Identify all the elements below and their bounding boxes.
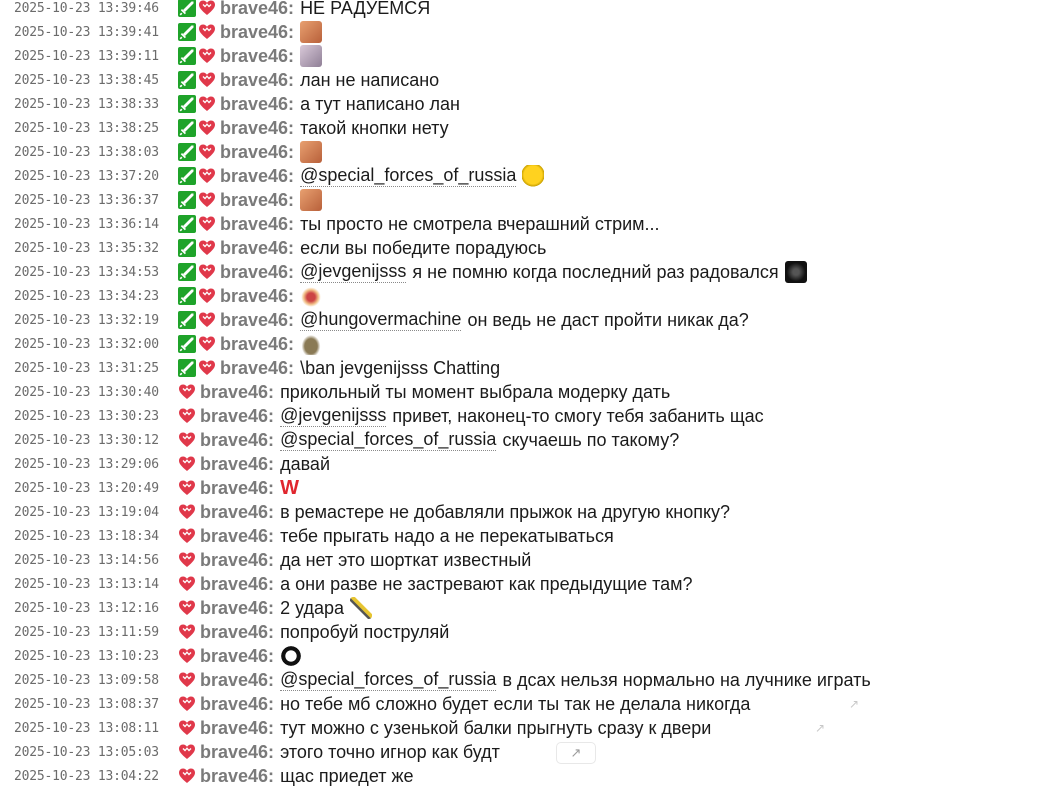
heart-badge-icon [178, 527, 196, 545]
message-body [300, 70, 439, 91]
dark-face-emote[interactable] [785, 261, 807, 283]
screaming-emote[interactable] [300, 285, 322, 307]
username[interactable]: brave46: [200, 453, 275, 474]
message-body [280, 622, 449, 643]
chat-message-row [0, 164, 1064, 188]
moderator-sword-icon [178, 167, 196, 185]
message-timestamp: 2025-10-23 13:32:19 [14, 312, 159, 328]
chat-message-row [0, 212, 1064, 236]
message-body [280, 429, 679, 451]
username[interactable]: brave46: [220, 93, 295, 114]
user-badges [178, 215, 216, 233]
chat-message-row [0, 260, 1064, 284]
chat-message-row [0, 524, 1064, 548]
message-body [300, 214, 659, 235]
user-badges [178, 503, 196, 521]
heart-badge-icon [178, 647, 196, 665]
message-text: а они разве не застревают как предыдущие там? [280, 573, 693, 594]
username[interactable]: brave46: [200, 549, 275, 570]
chat-message-row [0, 644, 1064, 668]
user-badges [178, 479, 196, 497]
user-badges [178, 47, 216, 65]
chat-message-row [0, 44, 1064, 68]
heart-badge-icon [178, 551, 196, 569]
heart-badge-icon [198, 119, 216, 137]
message-body [300, 21, 322, 43]
message-text: тебе прыгать надо а не перекатываться [280, 525, 614, 546]
heart-badge-icon [198, 239, 216, 257]
message-body [300, 285, 322, 307]
user-mention[interactable]: @special_forces_of_russia [280, 429, 497, 449]
external-link-icon: ↗ [570, 745, 582, 760]
message-text: да нет это шорткат известный [280, 549, 532, 570]
message-body [300, 309, 749, 331]
user-mention[interactable]: @hungovermachine [300, 309, 462, 329]
username[interactable]: brave46: [200, 381, 275, 402]
chat-message-row [0, 116, 1064, 140]
message-body [280, 742, 500, 763]
chat-message-row [0, 332, 1064, 356]
message-body [300, 141, 322, 163]
message-body [280, 694, 750, 715]
username[interactable]: brave46: [220, 333, 295, 354]
user-badges [178, 383, 196, 401]
message-body [280, 597, 372, 619]
chat-message-row [0, 380, 1064, 404]
chat-message-row [0, 476, 1064, 500]
username[interactable]: brave46: [200, 429, 275, 450]
heart-badge-icon [198, 263, 216, 281]
message-timestamp: 2025-10-23 13:30:23 [14, 408, 159, 424]
username[interactable]: brave46: [200, 717, 275, 738]
message-timestamp: 2025-10-23 13:34:23 [14, 288, 159, 304]
message-text: 2 удара [280, 597, 345, 618]
message-body [280, 454, 330, 475]
user-badges [178, 95, 216, 113]
yellow-blob-emote[interactable] [522, 165, 544, 187]
chat-message-row [0, 452, 1064, 476]
heart-badge-icon [198, 287, 216, 305]
moderator-sword-icon [178, 47, 196, 65]
user-badges [178, 239, 216, 257]
heart-badge-icon [178, 599, 196, 617]
red-w-emote[interactable]: W [280, 477, 299, 499]
message-body [300, 238, 546, 259]
heart-badge-icon [198, 215, 216, 233]
heart-badge-icon [198, 359, 216, 377]
message-body [300, 94, 460, 115]
message-text: скучаешь по такому? [502, 429, 680, 450]
message-body [300, 333, 322, 355]
message-body [300, 0, 430, 19]
turtle-emote[interactable] [300, 333, 322, 355]
message-text: попробуй поструляй [280, 621, 450, 642]
message-timestamp: 2025-10-23 13:39:41 [14, 24, 159, 40]
external-link-icon[interactable]: ↗ [815, 721, 826, 735]
sword-emote[interactable] [350, 597, 372, 619]
heart-badge-icon [178, 479, 196, 497]
heart-badge-icon [178, 743, 196, 761]
message-text: лан не написано [300, 69, 440, 90]
message-text: этого точно игнор как будт [280, 741, 500, 762]
chat-message-row [0, 68, 1064, 92]
user-badges [178, 743, 196, 761]
message-body [280, 478, 299, 498]
user-mention[interactable]: @jevgenijsss [280, 405, 387, 425]
user-badges [178, 647, 196, 665]
message-body [300, 45, 322, 67]
user-badges [178, 431, 196, 449]
chat-message-row [0, 236, 1064, 260]
heart-badge-icon [178, 455, 196, 473]
user-badges [178, 767, 196, 785]
username[interactable]: brave46: [220, 21, 295, 42]
user-badges [178, 455, 196, 473]
user-badges [178, 311, 216, 329]
message-timestamp: 2025-10-23 13:30:40 [14, 384, 159, 400]
forsen-face-emote[interactable] [300, 189, 322, 211]
external-link-icon[interactable]: ↗ [849, 697, 860, 711]
message-timestamp: 2025-10-23 13:10:23 [14, 648, 159, 664]
message-timestamp: 2025-10-23 13:14:56 [14, 552, 159, 568]
message-timestamp: 2025-10-23 13:09:58 [14, 672, 159, 688]
message-text: привет, наконец-то смогу тебя забанить щас [392, 405, 764, 426]
user-badges [178, 287, 216, 305]
message-timestamp: 2025-10-23 13:12:16 [14, 600, 159, 616]
message-timestamp: 2025-10-23 13:19:04 [14, 504, 159, 520]
message-body [280, 574, 692, 595]
username[interactable]: brave46: [220, 45, 295, 66]
message-timestamp: 2025-10-23 13:20:49 [14, 480, 159, 496]
message-text: давай [280, 453, 331, 474]
chat-message-row [0, 356, 1064, 380]
moderator-sword-icon [178, 311, 196, 329]
message-timestamp: 2025-10-23 13:04:22 [14, 768, 159, 784]
user-badges [178, 143, 216, 161]
message-timestamp: 2025-10-23 13:08:37 [14, 696, 159, 712]
username[interactable]: brave46: [220, 69, 295, 90]
username[interactable]: brave46: [220, 309, 295, 330]
message-timestamp: 2025-10-23 13:36:14 [14, 216, 159, 232]
message-body [300, 189, 322, 211]
heart-badge-icon [198, 71, 216, 89]
message-body [280, 405, 764, 427]
message-text: такой кнопки нету [300, 117, 449, 138]
moderator-sword-icon [178, 263, 196, 281]
message-timestamp: 2025-10-23 13:38:03 [14, 144, 159, 160]
username[interactable]: brave46: [220, 213, 295, 234]
moderator-sword-icon [178, 119, 196, 137]
chat-message-row [0, 500, 1064, 524]
cat-emote[interactable] [300, 45, 322, 67]
message-text: если вы победите порадуюсь [300, 237, 547, 258]
message-timestamp: 2025-10-23 13:31:25 [14, 360, 159, 376]
user-badges [178, 23, 216, 41]
moderator-sword-icon [178, 335, 196, 353]
message-timestamp: 2025-10-23 13:39:11 [14, 48, 159, 64]
user-badges [178, 359, 216, 377]
username[interactable]: brave46: [220, 285, 295, 306]
user-badges [178, 527, 196, 545]
heart-badge-icon [198, 47, 216, 65]
message-text: он ведь не даст пройти никак да? [467, 309, 749, 330]
message-timestamp: 2025-10-23 13:13:14 [14, 576, 159, 592]
username[interactable]: brave46: [220, 237, 295, 258]
message-body [300, 118, 449, 139]
grin-emote[interactable] [280, 645, 302, 667]
username[interactable]: brave46: [200, 693, 275, 714]
heart-badge-icon [178, 431, 196, 449]
heart-badge-icon [178, 383, 196, 401]
username[interactable]: brave46: [220, 261, 295, 282]
message-text: в дсах нельзя нормально на лучнике играть [502, 669, 871, 690]
message-body [280, 382, 670, 403]
username[interactable]: brave46: [200, 573, 275, 594]
message-timestamp: 2025-10-23 13:18:34 [14, 528, 159, 544]
username[interactable]: brave46: [200, 669, 275, 690]
message-timestamp: 2025-10-23 13:37:20 [14, 168, 159, 184]
heart-badge-icon [178, 575, 196, 593]
username[interactable]: brave46: [220, 117, 295, 138]
heart-badge-icon [178, 407, 196, 425]
chat-message-row [0, 740, 1064, 764]
heart-badge-icon [178, 503, 196, 521]
heart-badge-icon [198, 167, 216, 185]
username[interactable]: brave46: [200, 525, 275, 546]
username[interactable]: brave46: [200, 477, 275, 498]
chat-message-row [0, 620, 1064, 644]
message-timestamp: 2025-10-23 13:29:06 [14, 456, 159, 472]
message-body [280, 502, 730, 523]
moderator-sword-icon [178, 95, 196, 113]
message-text: прикольный ты момент выбрала модерку дать [280, 381, 671, 402]
chat-message-row [0, 188, 1064, 212]
message-timestamp: 2025-10-23 13:05:03 [14, 744, 159, 760]
user-badges [178, 0, 216, 17]
message-timestamp: 2025-10-23 13:30:12 [14, 432, 159, 448]
chat-message-row [0, 548, 1064, 572]
heart-badge-icon [198, 0, 216, 17]
chat-message-row [0, 764, 1064, 788]
chat-message-row [0, 668, 1064, 692]
user-badges [178, 335, 216, 353]
user-mention[interactable]: @jevgenijsss [300, 261, 407, 281]
message-timestamp: 2025-10-23 13:11:59 [14, 624, 159, 640]
heart-badge-icon [198, 191, 216, 209]
message-timestamp: 2025-10-23 13:38:33 [14, 96, 159, 112]
username[interactable]: brave46: [200, 741, 275, 762]
message-body [280, 766, 413, 787]
message-body [280, 669, 871, 691]
user-mention[interactable]: @special_forces_of_russia [300, 165, 517, 185]
username[interactable]: brave46: [220, 357, 295, 378]
username[interactable]: brave46: [200, 645, 275, 666]
chat-message-row [0, 716, 1064, 740]
username[interactable]: brave46: [200, 405, 275, 426]
message-text: но тебе мб сложно будет если ты так не делала никогда [280, 693, 751, 714]
chat-message-row [0, 404, 1064, 428]
user-badges [178, 719, 196, 737]
chat-message-row [0, 428, 1064, 452]
chat-message-row [0, 0, 1064, 20]
moderator-sword-icon [178, 359, 196, 377]
moderator-sword-icon [178, 143, 196, 161]
message-text: тут можно с узенькой балки прыгнуть сразу к двери [280, 717, 712, 738]
message-timestamp: 2025-10-23 13:36:37 [14, 192, 159, 208]
heart-badge-icon [178, 695, 196, 713]
username[interactable]: brave46: [220, 165, 295, 186]
heart-badge-icon [198, 95, 216, 113]
user-badges [178, 695, 196, 713]
moderator-sword-icon [178, 215, 196, 233]
user-badges [178, 71, 216, 89]
chat-message-row [0, 308, 1064, 332]
message-timestamp: 2025-10-23 13:38:45 [14, 72, 159, 88]
message-text: ты просто не смотрела вчерашний стрим... [300, 213, 660, 234]
message-body [280, 526, 614, 547]
username[interactable]: brave46: [220, 141, 295, 162]
heart-badge-icon [198, 335, 216, 353]
message-text: НЕ РАДУЕМСЯ [300, 0, 431, 18]
open-link-button[interactable] [556, 742, 596, 764]
moderator-sword-icon [178, 71, 196, 89]
message-text: \ban jevgenijsss Chatting [300, 357, 501, 378]
user-badges [178, 575, 196, 593]
heart-badge-icon [178, 767, 196, 785]
heart-badge-icon [198, 143, 216, 161]
moderator-sword-icon [178, 287, 196, 305]
username[interactable]: brave46: [220, 0, 295, 18]
forsen-face-emote[interactable] [300, 141, 322, 163]
chat-message-row [0, 92, 1064, 116]
chat-message-row [0, 596, 1064, 620]
username[interactable]: brave46: [220, 189, 295, 210]
chat-message-row [0, 20, 1064, 44]
user-badges [178, 551, 196, 569]
user-badges [178, 191, 216, 209]
moderator-sword-icon [178, 23, 196, 41]
chat-message-row [0, 572, 1064, 596]
chat-message-row [0, 140, 1064, 164]
moderator-sword-icon [178, 239, 196, 257]
heart-badge-icon [198, 311, 216, 329]
username[interactable]: brave46: [200, 597, 275, 618]
chat-message-row [0, 284, 1064, 308]
message-body [280, 718, 711, 739]
username[interactable]: brave46: [200, 765, 275, 786]
message-timestamp: 2025-10-23 13:08:11 [14, 720, 159, 736]
message-body [300, 165, 544, 187]
heart-badge-icon [178, 671, 196, 689]
user-badges [178, 167, 216, 185]
message-timestamp: 2025-10-23 13:34:53 [14, 264, 159, 280]
message-text: щас приедет же [280, 765, 414, 786]
message-body [300, 261, 807, 283]
message-text: в ремастере не добавляли прыжок на другую кнопку? [280, 501, 731, 522]
heart-badge-icon [178, 719, 196, 737]
message-timestamp: 2025-10-23 13:38:25 [14, 120, 159, 136]
message-text: я не помню когда последний раз радовался [412, 261, 779, 282]
user-badges [178, 407, 196, 425]
user-badges [178, 263, 216, 281]
user-badges [178, 623, 196, 641]
message-timestamp: 2025-10-23 13:35:32 [14, 240, 159, 256]
message-timestamp: 2025-10-23 13:32:00 [14, 336, 159, 352]
message-timestamp: 2025-10-23 13:39:46 [14, 0, 159, 16]
moderator-sword-icon [178, 191, 196, 209]
message-body [280, 645, 302, 667]
user-badges [178, 599, 196, 617]
chat-message-row [0, 692, 1064, 716]
heart-badge-icon [178, 623, 196, 641]
username[interactable]: brave46: [200, 621, 275, 642]
user-badges [178, 671, 196, 689]
forsen-face-emote[interactable] [300, 21, 322, 43]
username[interactable]: brave46: [200, 501, 275, 522]
moderator-sword-icon [178, 0, 196, 17]
user-mention[interactable]: @special_forces_of_russia [280, 669, 497, 689]
message-body [300, 358, 500, 379]
message-text: а тут написано лан [300, 93, 460, 114]
user-badges [178, 119, 216, 137]
message-body [280, 550, 531, 571]
heart-badge-icon [198, 23, 216, 41]
